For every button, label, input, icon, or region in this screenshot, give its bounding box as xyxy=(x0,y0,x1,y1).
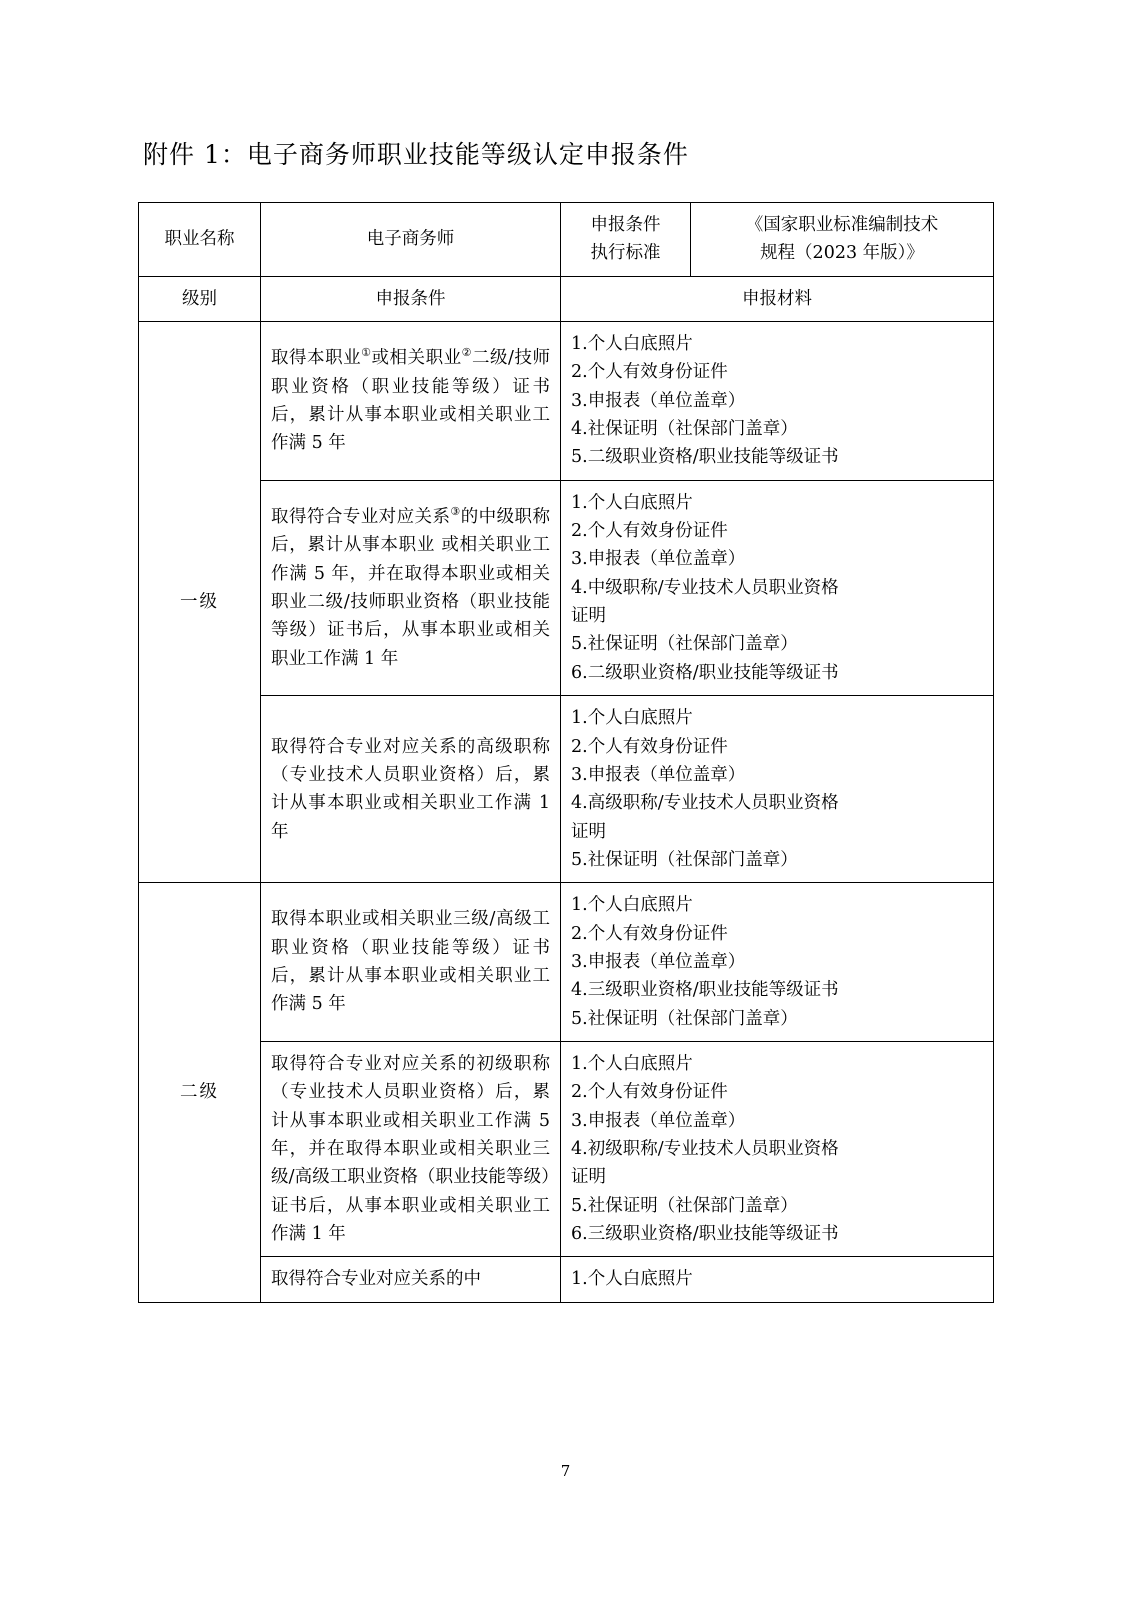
material-item: 证明 xyxy=(571,1167,606,1188)
material-item: 2.个人有效身份证件 xyxy=(571,521,728,542)
material-item: 1.个人白底照片 xyxy=(571,1269,693,1290)
materials-cell xyxy=(561,480,994,695)
material-item: 证明 xyxy=(571,821,606,842)
material-item: 4.三级职业资格/职业技能等级证书 xyxy=(571,980,839,1001)
label-materials: 申报材料 xyxy=(561,276,994,321)
material-item: 2.个人有效身份证件 xyxy=(571,736,728,757)
label-occupation: 职业名称 xyxy=(139,203,261,277)
table-header-row-2 xyxy=(139,276,994,321)
label-conditions: 申报条件 xyxy=(261,276,561,321)
material-item: 1.个人白底照片 xyxy=(571,334,693,355)
materials-cell xyxy=(561,883,994,1042)
conditions-cell: 取得符合专业对应关系的高级职称（专业技术人员职业资格）后，累计从事本职业或相关职业工作满 1 年 xyxy=(261,696,561,883)
material-item: 1.个人白底照片 xyxy=(571,895,693,916)
level-cell-grade-2: 二级 xyxy=(139,883,261,1302)
label-level: 级别 xyxy=(139,276,261,321)
material-item: 1.个人白底照片 xyxy=(571,492,693,513)
materials-cell xyxy=(561,322,994,481)
level-cell-grade-1: 一级 xyxy=(139,322,261,883)
table-row xyxy=(139,322,994,481)
material-item: 3.申报表（单位盖章） xyxy=(571,549,746,570)
material-item: 证明 xyxy=(571,606,606,627)
material-item: 3.申报表（单位盖章） xyxy=(571,390,746,411)
material-item: 2.个人有效身份证件 xyxy=(571,362,728,383)
conditions-cell: 取得本职业或相关职业三级/高级工职业资格（职业技能等级）证书后，累计从事本职业或相关职业工作满 5 年 xyxy=(261,883,561,1042)
materials-cell xyxy=(561,1041,994,1256)
qualification-table xyxy=(138,202,994,1303)
material-item: 6.三级职业资格/职业技能等级证书 xyxy=(571,1224,839,1244)
table-row xyxy=(139,1257,994,1302)
table-row xyxy=(139,883,994,1042)
table-row xyxy=(139,480,994,695)
page-number: 7 xyxy=(560,1462,571,1480)
conditions-cell: 取得符合专业对应关系的中 xyxy=(261,1257,561,1302)
materials-cell xyxy=(561,696,994,883)
material-item: 5.社保证明（社保部门盖章） xyxy=(571,849,798,870)
value-standard-name: 《国家职业标准编制技术 规程（2023 年版）》 xyxy=(691,203,994,277)
material-item: 1.个人白底照片 xyxy=(571,1053,693,1074)
material-item: 5.社保证明（社保部门盖章） xyxy=(571,1008,798,1029)
conditions-cell: 取得本职业①或相关职业②二级/技师职业资格（职业技能等级）证书后，累计从事本职业或相关职业工作满 5 年 xyxy=(261,322,561,481)
table-row xyxy=(139,696,994,883)
value-occupation-name: 电子商务师 xyxy=(261,203,561,277)
material-item: 4.社保证明（社保部门盖章） xyxy=(571,419,798,440)
material-item: 5.社保证明（社保部门盖章） xyxy=(571,1195,798,1216)
table-row xyxy=(139,1041,994,1256)
material-item: 4.中级职称/专业技术人员职业资格 xyxy=(571,577,839,598)
conditions-cell: 取得符合专业对应关系的初级职称（专业技术人员职业资格）后，累计从事本职业或相关职业工作满 5 年，并在取得本职业或相关职业三级/高级工职业资格（职业技能等级）证书后，从事本职业或相关职业工作满 1 年 xyxy=(261,1041,561,1256)
material-item: 3.申报表（单位盖章） xyxy=(571,1110,746,1131)
conditions-cell: 取得符合专业对应关系③的中级职称后，累计从事本职业 或相关职业工作满 5 年，并在取得本职业或相关职业二级/技师职业资格（职业技能等级）证书后，从事本职业或相关职业工作满 1 年 xyxy=(261,480,561,695)
material-item: 1.个人白底照片 xyxy=(571,708,693,729)
table-header-row-1 xyxy=(139,203,994,277)
material-item: 3.申报表（单位盖章） xyxy=(571,951,746,972)
materials-cell xyxy=(561,1257,994,1302)
label-standard: 申报条件 执行标准 xyxy=(561,203,691,277)
material-item: 2.个人有效身份证件 xyxy=(571,1082,728,1103)
material-item: 4.高级职称/专业技术人员职业资格 xyxy=(571,793,839,814)
material-item: 6.二级职业资格/职业技能等级证书 xyxy=(571,662,839,683)
material-item: 4.初级职称/专业技术人员职业资格 xyxy=(571,1138,839,1159)
material-item: 5.二级职业资格/职业技能等级证书 xyxy=(571,447,839,468)
material-item: 3.申报表（单位盖章） xyxy=(571,764,746,785)
material-item: 2.个人有效身份证件 xyxy=(571,923,728,944)
page-title: 附件 1：电子商务师职业技能等级认定申报条件 xyxy=(143,140,689,169)
material-item: 5.社保证明（社保部门盖章） xyxy=(571,634,798,655)
